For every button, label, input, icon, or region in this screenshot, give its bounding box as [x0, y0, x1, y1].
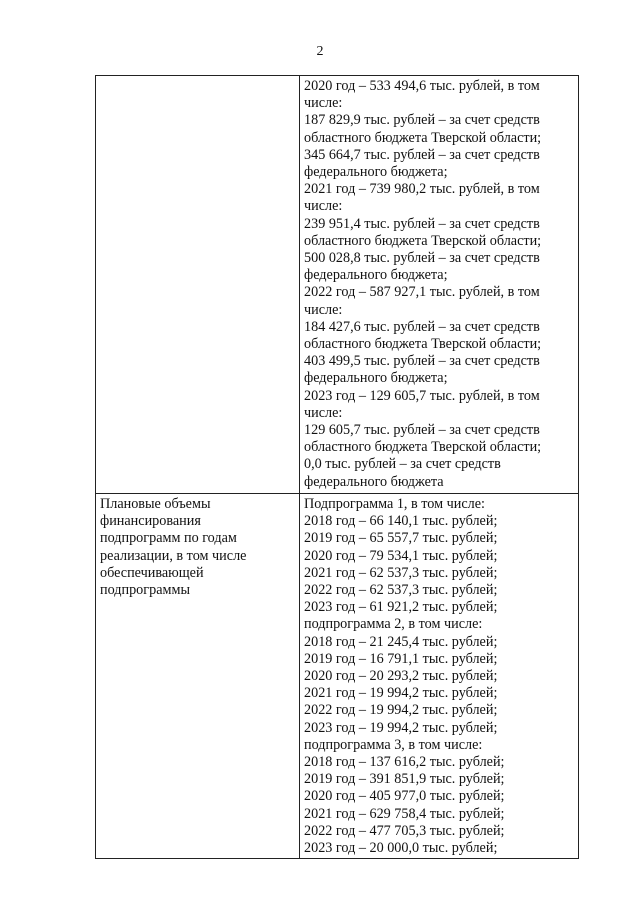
text-line: финансирования: [100, 513, 201, 530]
text-line: областного бюджета Тверской области;: [304, 232, 542, 249]
text-line: 0,0 тыс. рублей – за счет средств: [304, 456, 501, 473]
text-line: числе:: [304, 198, 343, 215]
text-line: 2022 год – 19 994,2 тыс. рублей;: [304, 702, 498, 719]
text-line: подпрограмма 3, в том числе:: [304, 736, 483, 753]
text-line: 2019 год – 16 791,1 тыс. рублей;: [304, 650, 498, 667]
text-line: 403 499,5 тыс. рублей – за счет средств: [304, 353, 540, 370]
text-line: 2022 год – 477 705,3 тыс. рублей;: [304, 822, 505, 839]
text-line: 2018 год – 137 616,2 тыс. рублей;: [304, 754, 505, 771]
text-line: подпрограмм по годам: [100, 530, 237, 547]
text-line: Плановые объемы: [100, 496, 211, 512]
text-line: 2019 год – 391 851,9 тыс. рублей;: [304, 771, 505, 788]
text-line: 2021 год – 62 537,3 тыс. рублей;: [304, 564, 498, 581]
text-line: 2018 год – 21 245,4 тыс. рублей;: [304, 633, 498, 650]
text-line: 129 605,7 тыс. рублей – за счет средств: [304, 422, 540, 439]
text-line: 239 951,4 тыс. рублей – за счет средств: [304, 215, 540, 232]
text-line: областного бюджета Тверской области;: [304, 336, 542, 353]
page-number: 2: [316, 44, 324, 59]
text-line: числе:: [304, 95, 343, 112]
text-line: 2022 год – 587 927,1 тыс. рублей, в том: [304, 284, 540, 301]
table-cell-values: [300, 76, 579, 494]
text-line: 345 664,7 тыс. рублей – за счет средств: [304, 146, 540, 163]
text-line: 2018 год – 66 140,1 тыс. рублей;: [304, 513, 498, 530]
text-line: 2022 год – 62 537,3 тыс. рублей;: [304, 582, 498, 599]
text-line: подпрограмма 2, в том числе:: [304, 616, 483, 633]
text-line: 500 028,8 тыс. рублей – за счет средств: [304, 250, 540, 267]
text-line: федерального бюджета;: [304, 370, 448, 387]
text-line: 2021 год – 629 758,4 тыс. рублей;: [304, 805, 505, 822]
text-line: 2021 год – 739 980,2 тыс. рублей, в том: [304, 181, 540, 198]
text-line: федерального бюджета: [304, 473, 444, 490]
table-cell-values: [300, 494, 579, 859]
funding-table: [95, 75, 579, 859]
table-cell-label: [96, 76, 300, 494]
text-line: реализации, в том числе: [100, 547, 247, 564]
text-line: 2020 год – 405 977,0 тыс. рублей;: [304, 788, 505, 805]
text-line: 184 427,6 тыс. рублей – за счет средств: [304, 318, 540, 335]
text-line: 2023 год – 61 921,2 тыс. рублей;: [304, 599, 498, 616]
text-line: 2023 год – 19 994,2 тыс. рублей;: [304, 719, 498, 736]
text-line: числе:: [304, 404, 343, 421]
table-row: [96, 494, 579, 859]
text-line: обеспечивающей: [100, 564, 204, 581]
text-line: областного бюджета Тверской области;: [304, 439, 542, 456]
text-line: федерального бюджета;: [304, 267, 448, 284]
text-line: 2021 год – 19 994,2 тыс. рублей;: [304, 685, 498, 702]
text-line: областного бюджета Тверской области;: [304, 129, 542, 146]
text-line: числе:: [304, 301, 343, 318]
text-line: Подпрограмма 1, в том числе:: [304, 496, 485, 512]
table-row: [96, 76, 579, 494]
text-line: 2019 год – 65 557,7 тыс. рублей;: [304, 530, 498, 547]
text-line: 187 829,9 тыс. рублей – за счет средств: [304, 112, 540, 129]
text-line: 2023 год – 20 000,0 тыс. рублей;: [304, 840, 498, 857]
text-line: 2020 год – 533 494,6 тыс. рублей, в том: [304, 78, 540, 94]
text-line: 2020 год – 20 293,2 тыс. рублей;: [304, 668, 498, 685]
text-line: 2023 год – 129 605,7 тыс. рублей, в том: [304, 387, 540, 404]
table-cell-label: [96, 494, 300, 859]
text-line: федерального бюджета;: [304, 164, 448, 181]
text-line: подпрограммы: [100, 582, 190, 599]
text-line: 2020 год – 79 534,1 тыс. рублей;: [304, 547, 498, 564]
